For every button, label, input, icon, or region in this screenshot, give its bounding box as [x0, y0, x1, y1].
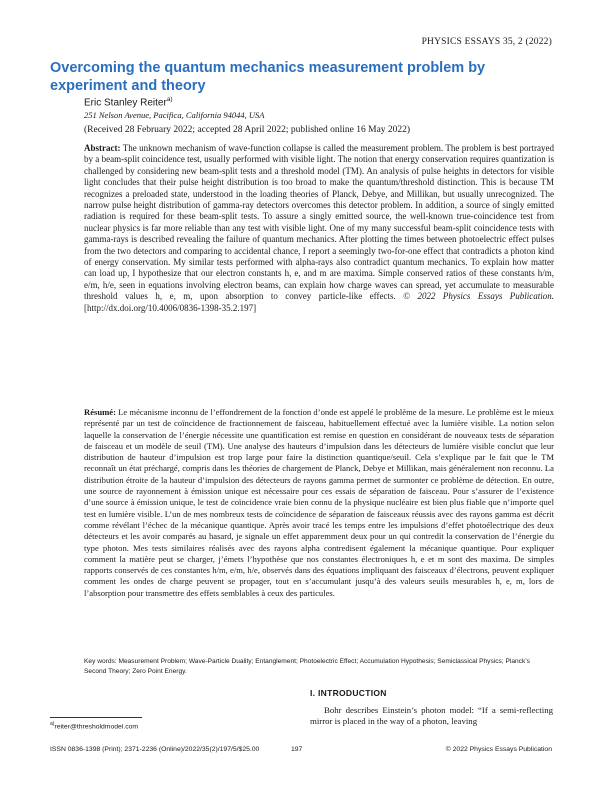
resume-body: Le mécanisme inconnu de l’effondrement de la fonction d’onde est appelé le problème de la mesure. Le problème est le mieux représenté par un test de coïncidence de fractionnement de faisceau, habituellement effectué avec la lumière visible. La notion selon laquelle la conservation de l’énergie nécessite une quantification est remise en question en considérant de nouveaux tests de séparation de faisceau et un modèle de seuil (TM). Une analyse des hauteurs d’impulsion dans les détecteurs de lumière visible conclut que leur distribution de hauteur d’impulsion est trop large pour faire la distinction quantique/seuil. Cela s’explique par le fait que le TM reconnaît un état préchargé, compris dans les théories de chargement de Planck, Debye et Millikan, mais généralement non reconnu. La distribution étroite de la hauteur d’impulsion des détecteurs de rayons gamma permet de surmonter ce problème de détection. En outre, une source de rayonnement à émission unique est nécessaire pour ces essais de séparation de faisceau. Pour s’assurer de l’existence d’une source à émission unique, le test de coïncidence vraie bien connu de la physique nucléaire est bien plus fiable que n’importe quel test en lumière visible. L’un de mes nombreux tests de coïncidence de séparation de faisceaux réussis avec des rayons gamma est décrit comme révélant l’échec de la mécanique quantique. Après avoir tracé les temps entre les impulsions d’effet photoélectrique des deux détecteurs et les avoir comparés au hasard, je signale un effet apparemment deux pour un qui contredit la conservation de l’énergie du type photon. Mes tests similaires réalisés avec des rayons alpha contredisent également la mécanique quantique. Pour expliquer comment la matière peut se charger, j’émets l’hypothèse que nos constantes électroniques h, e et m sont des maxima. De simples rapports conservés de ces constantes h/m, e/m, h/e, observés dans des équations impliquant des faisceaux d’électrons, peuvent expliquer comment les ondes de charge peuvent se propager, tout en s’accumulant jusqu’à des valeurs seuils mesurables h, e, m, lors de l’absorption pour transmettre des effets semblables à ceux des particules.	[84, 407, 554, 598]
author-affiliation: 251 Nelson Avenue, Pacifica, California 94044, USA	[84, 110, 265, 120]
page-number: 197	[291, 746, 303, 753]
keywords-body: Measurement Problem; Wave-Particle Duality; Entanglement; Photoelectric Effect; Accumulation Hypothesis; Semiclassical Physics; Planck’s Second Theory; Zero Point Energy.	[84, 658, 530, 675]
footer-issn: ISSN 0836-1398 (Print); 2371-2236 (Online)/2022/35(2)/197/5/$25.00	[50, 746, 260, 753]
resume	[84, 407, 554, 599]
keywords	[84, 657, 554, 677]
introduction-paragraph: Bohr describes Einstein’s photon model: “If a semi-reflecting mirror is placed in the way of a photon, leaving	[310, 705, 553, 727]
keywords-label: Key words:	[84, 658, 117, 665]
section-heading-introduction: I. INTRODUCTION	[310, 688, 387, 698]
abstract-copyright: © 2022 Physics Essays Publication.	[403, 291, 555, 302]
footer-copyright: © 2022 Physics Essays Publication	[445, 746, 552, 753]
author-footnote	[50, 721, 138, 730]
author-name: Eric Stanley Reiter	[84, 97, 167, 109]
journal-header: PHYSICS ESSAYS 35, 2 (2022)	[421, 37, 552, 47]
author-footnote-mark[interactable]: a)	[166, 96, 173, 103]
author-line	[84, 96, 173, 108]
footnote-divider	[50, 717, 142, 718]
received-dates: (Received 28 February 2022; accepted 28 April 2022; published online 16 May 2022)	[84, 125, 411, 135]
resume-label: Résumé:	[84, 407, 116, 417]
author-email[interactable]: reiter@thresholdmodel.com	[54, 723, 139, 731]
abstract-body: The unknown mechanism of wave-function collapse is called the measurement problem. The problem is best portrayed by a beam-split coincidence test, usually performed with visible light. The notion that energy conservation requires quantization is challenged by considering new beam-split tests and a threshold model (TM). An analysis of pulse heights in detectors for visible light concludes that their pulse height distribution is too broad to make the quantum/threshold distinction. This is because TM recognizes a preloaded state, understood in the loading theories of Planck, Debye, and Millikan, but usually unrecognized. The narrow pulse height distribution of gamma-ray detectors overcomes this detector problem. In addition, a source of singly emitted radiation is required for these beam-split tests. To assure a singly emitted source, the well-known true-coincidence test from nuclear physics is far more reliable than any test with visible light. One of my many successful beam-split coincidence tests with gamma-rays is described revealing the failure of quantum mechanics. After plotting the times between photoelectric effect pulses from the two detectors and comparing to accidental chance, I report a seemingly two-for-one effect that contradicts a photon kind of energy conservation. My similar tests performed with alpha-rays also contradict quantum mechanics. To explain how matter can load up, I hypothesize that our electron constants h, e, and m are maxima. Simple conserved ratios of these constants h/m, e/m, h/e, seen in equations involving electron beams, can explain how charge waves can spread, yet accumulate to measurable threshold values h, e, m, upon absorption to convey particle-like effects.	[84, 143, 554, 302]
article-title: Overcoming the quantum mechanics measurement problem by experiment and theory	[50, 60, 486, 94]
footnote-mark: a)	[50, 721, 55, 727]
doi-link[interactable]: [http://dx.doi.org/10.4006/0836-1398-35.2.197]	[84, 302, 257, 313]
abstract	[84, 143, 554, 314]
abstract-label: Abstract:	[84, 143, 121, 153]
